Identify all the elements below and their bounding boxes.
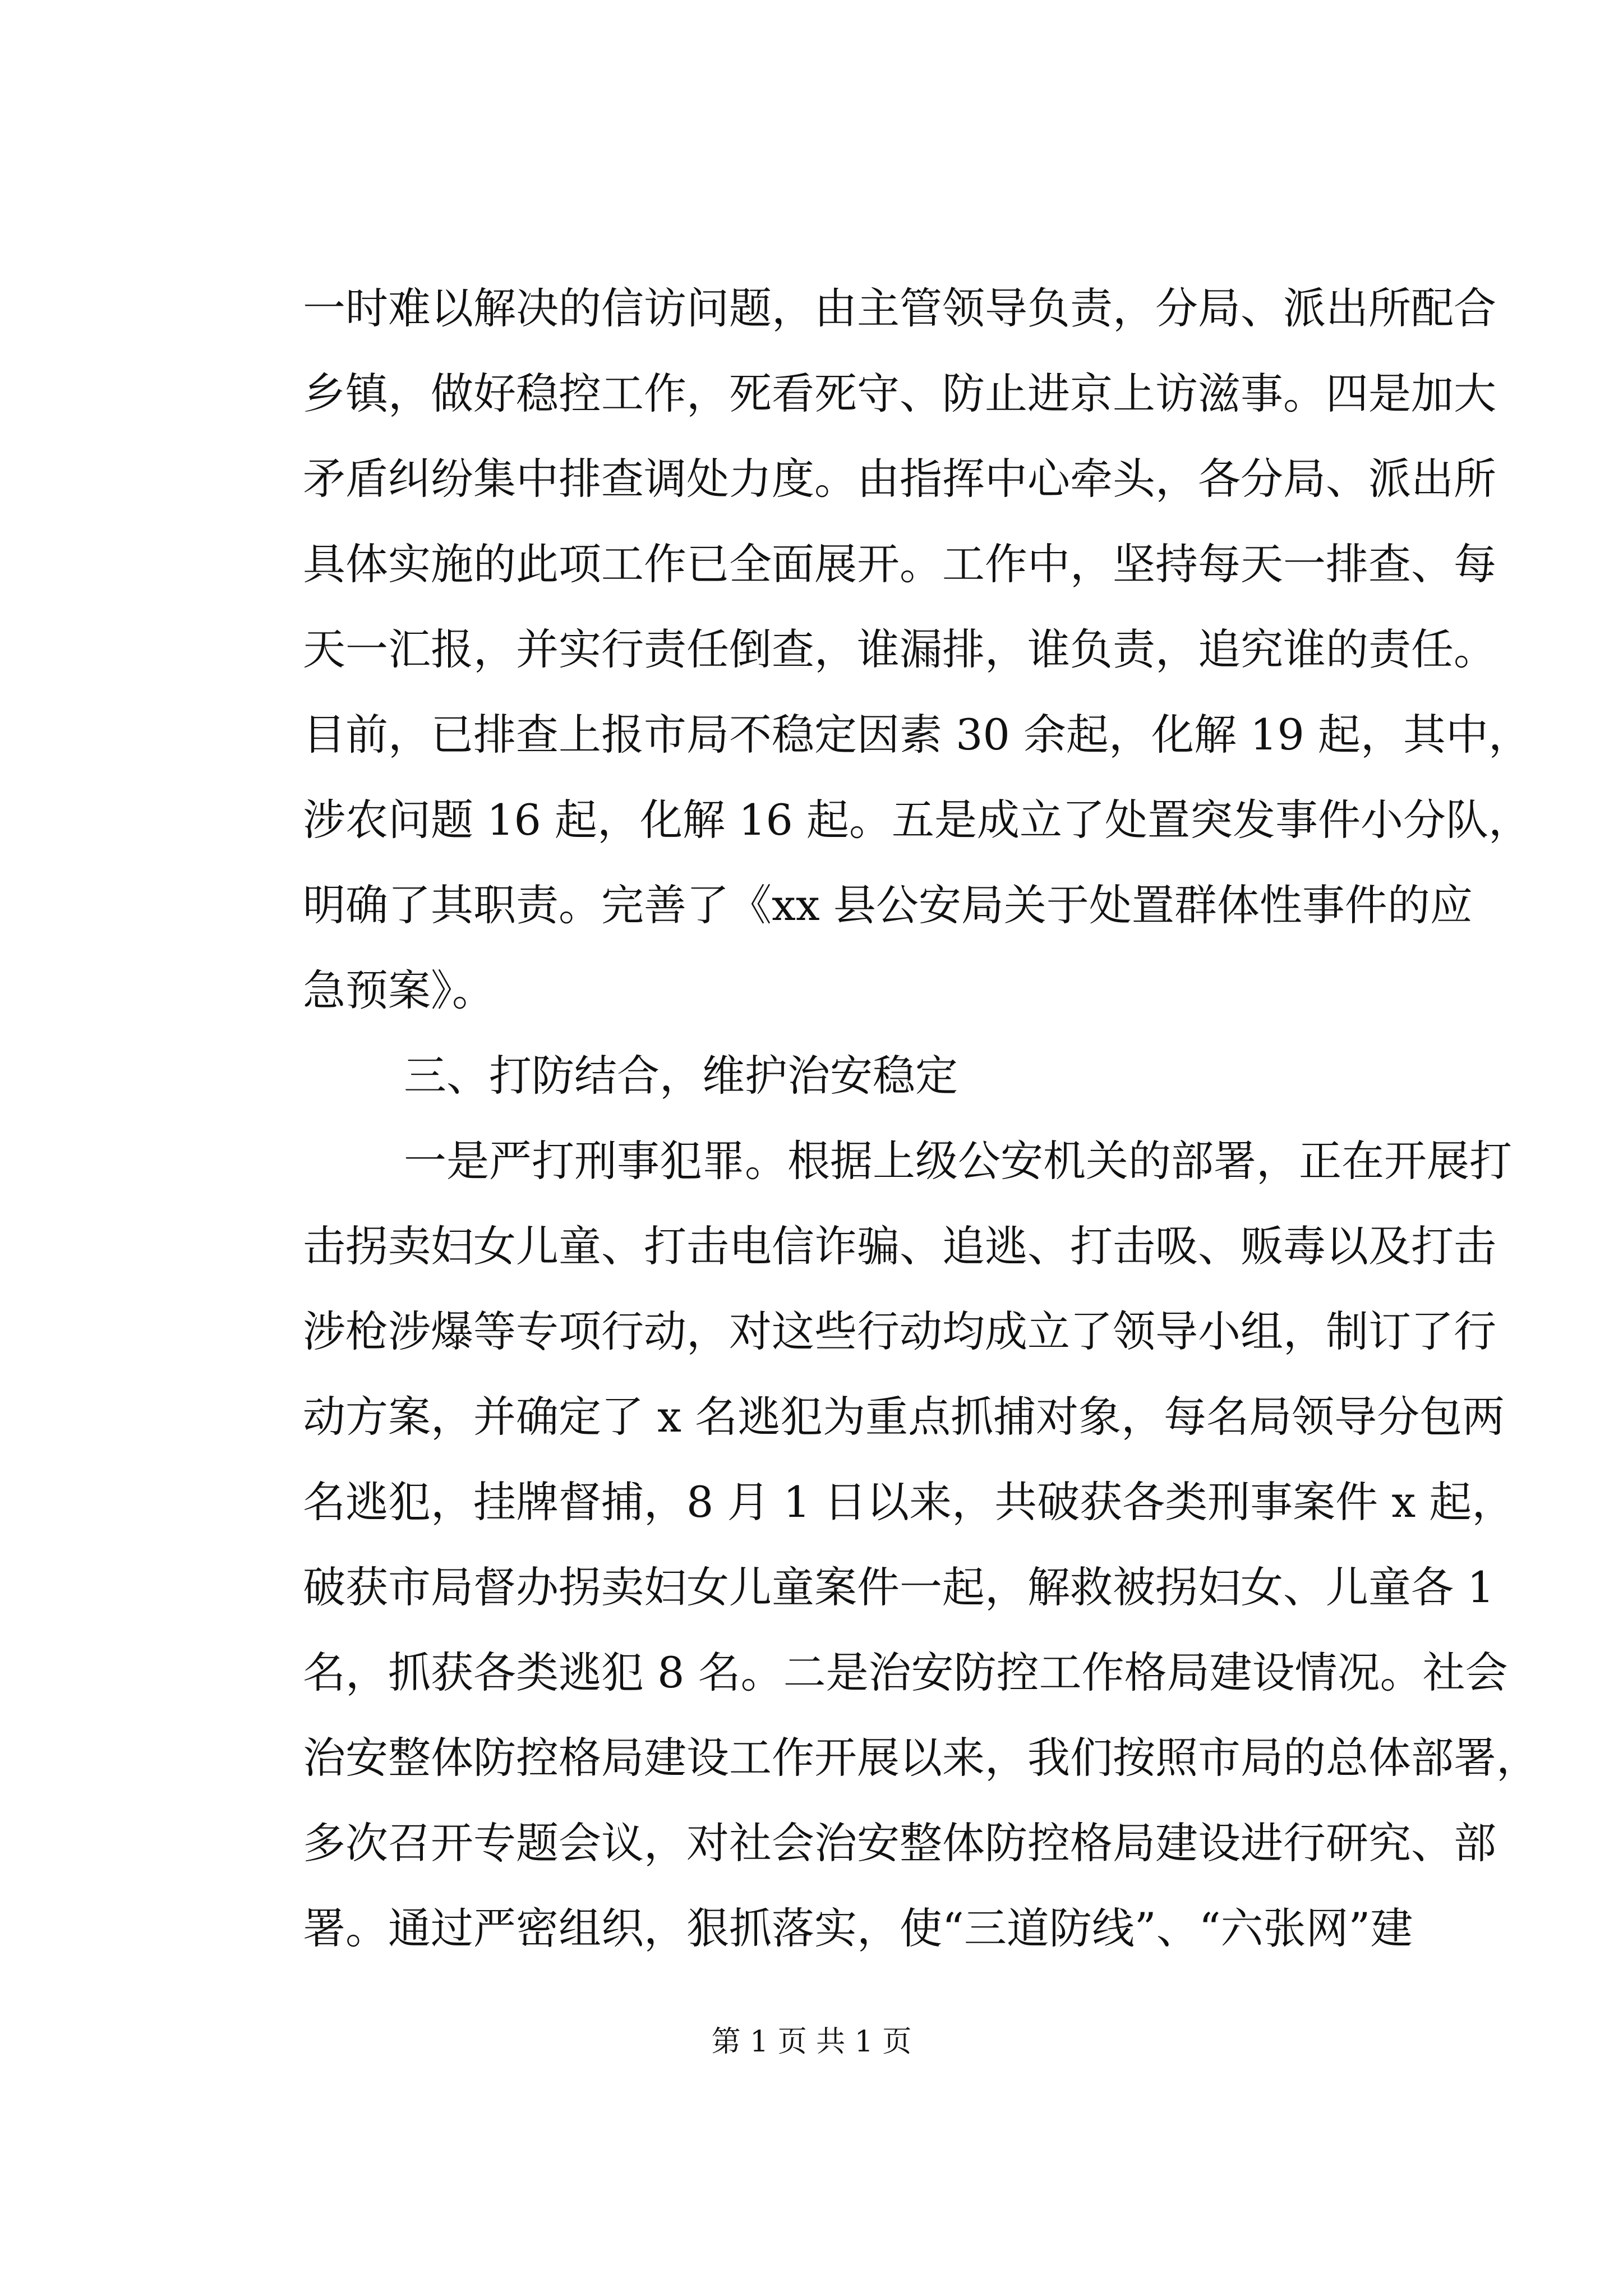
paragraph-line: 署。通过严密组织，狠抓落实，使“三道防线”、“六张网”建 [303,1903,1413,1953]
paragraph-line: 一时难以解决的信访问题，由主管领导负责，分局、派出所配合 [303,283,1496,333]
paragraph-line: 矛盾纠纷集中排查调处力度。由指挥中心牵头，各分局、派出所 [303,454,1496,504]
paragraph-line: 名逃犯，挂牌督捕，8 月 1 日以来，共破获各类刑事案件 x 起， [303,1477,1515,1527]
paragraph-line: 天一汇报，并实行责任倒查，谁漏排，谁负责，追究谁的责任。 [303,624,1496,674]
paragraph-line: 击拐卖妇女儿童、打击电信诈骗、追逃、打击吸、贩毒以及打击 [303,1221,1496,1271]
paragraph-line: 治安整体防控格局建设工作开展以来，我们按照市局的总体部署， [303,1733,1539,1783]
section-heading: 三、打防结合，维护治安稳定 [404,1051,958,1101]
paragraph-line: 目前，已排查上报市局不稳定因素 30 余起，化解 19 起，其中， [303,710,1532,760]
paragraph-line: 明确了其职责。完善了《xx 县公安局关于处置群体性事件的应 [303,880,1473,930]
paragraph-line: 名，抓获各类逃犯 8 名。二是治安防控工作格局建设情况。社会 [303,1648,1508,1697]
paragraph-line: 破获市局督办拐卖妇女儿童案件一起，解救被拐妇女、儿童各 1 [303,1562,1495,1612]
paragraph-line: 多次召开专题会议，对社会治安整体防控格局建设进行研究、部 [303,1818,1496,1868]
paragraph-line: 涉农问题 16 起，化解 16 起。五是成立了处置突发事件小分队， [303,795,1532,845]
paragraph-line: 具体实施的此项工作已全面展开。工作中，坚持每天一排查、每 [303,539,1496,589]
page-footer [0,2019,1623,2064]
paragraph-line: 动方案，并确定了 x 名逃犯为重点抓捕对象，每名局领导分包两 [303,1392,1505,1442]
paragraph-line: 急预案》。 [303,965,495,1015]
paragraph-line: 一是严打刑事犯罪。根据上级公安机关的部署，正在开展打 [404,1136,1512,1186]
paragraph-line: 涉枪涉爆等专项行动，对这些行动均成立了领导小组，制订了行 [303,1306,1496,1356]
paragraph-line: 乡镇，做好稳控工作，死看死守、防止进京上访滋事。四是加大 [303,369,1496,418]
page-number-label: 第 1 页 共 1 页 [711,2025,912,2059]
